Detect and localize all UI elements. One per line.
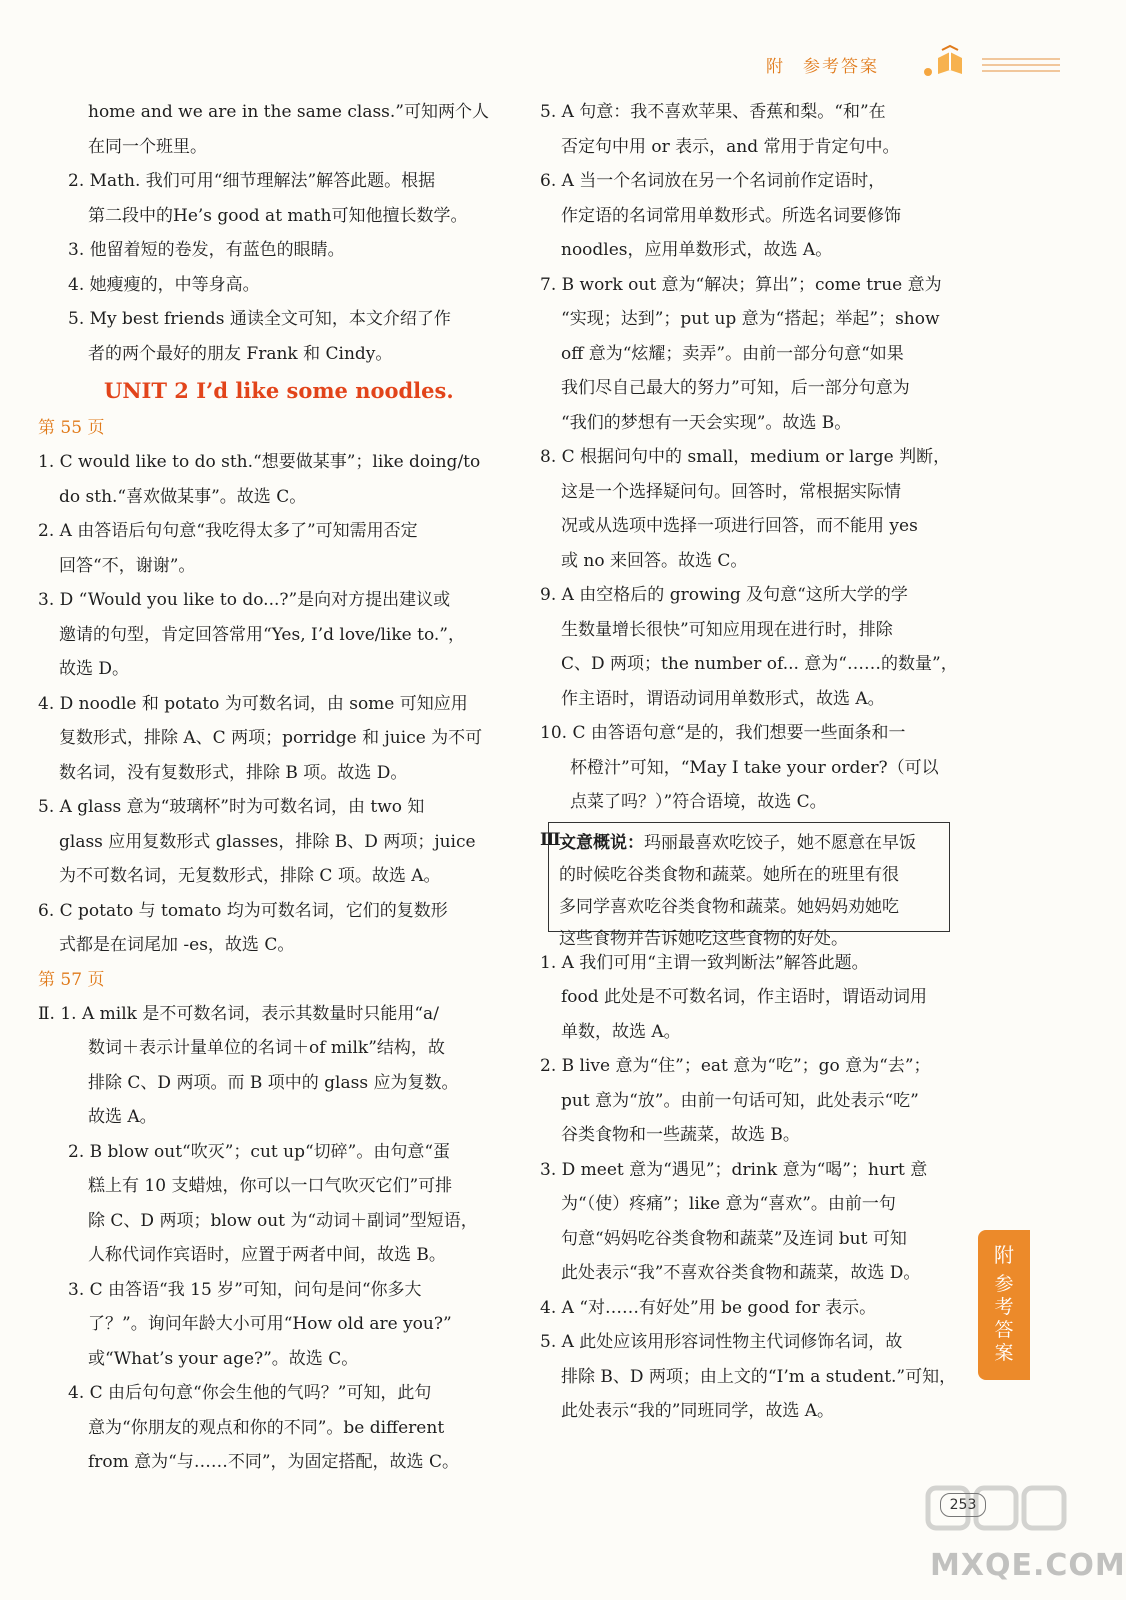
text-line: 了？”。询问年龄大小可用“How old are you?” — [88, 1314, 452, 1334]
summary-box — [548, 822, 950, 949]
summary-section — [540, 822, 965, 949]
section-numeral: Ⅲ. — [540, 829, 567, 850]
summary-text: 玛丽最喜欢吃饺子，她不愿意在早饭 — [644, 832, 916, 853]
text-line: “我们的梦想有一天会实现”。故选 B。 — [561, 412, 852, 433]
page-label-57: 第 57 页 — [38, 969, 105, 990]
text-line: 者的两个最好的朋友 Frank 和 Cindy。 — [88, 343, 393, 364]
text-line: 2. B live 意为“住”；eat 意为“吃”；go 意为“去”； — [540, 1056, 931, 1076]
text-line: 谷类食物和一些蔬菜，故选 B。 — [561, 1125, 800, 1145]
summary-line: 多同学喜欢吃谷类食物和蔬菜。她妈妈劝她吃 — [559, 896, 899, 917]
page55-lines-group — [38, 445, 498, 963]
text-line: 除 C、D 两项；blow out 为“动词＋副词”型短语， — [88, 1210, 478, 1231]
text-line: 8. C 根据问句中的 small，medium or large 判断， — [540, 447, 951, 467]
unit-title: UNIT 2 I’d like some noodles. — [104, 378, 454, 403]
text-line: 况或从选项中选择一项进行回答，而不能用 yes — [561, 516, 918, 536]
text-line: 故选 A。 — [88, 1107, 157, 1127]
text-line: 6. A 当一个名词放在另一个名词前作定语时， — [540, 171, 886, 191]
text-line: 我们尽自己最大的努力”可知，后一部分句意为 — [561, 378, 910, 398]
book-icon — [920, 46, 980, 80]
header-decoration — [982, 54, 1060, 74]
text-line: 4. 她瘦瘦的，中等身高。 — [68, 274, 260, 295]
text-line: 句意“妈妈吃谷类食物和蔬菜”及连词 but 可知 — [561, 1228, 907, 1249]
text-line: 5. A 句意：我不喜欢苹果、香蕉和梨。“和”在 — [540, 102, 886, 122]
text-line: 在同一个班里。 — [88, 136, 207, 157]
text-line: 复数形式，排除 A、C 两项；porridge 和 juice 为不可 — [59, 728, 483, 748]
text-line: 排除 C、D 两项。而 B 项中的 glass 应为复数。 — [88, 1072, 459, 1093]
text-line: 3. 他留着短的卷发，有蓝色的眼睛。 — [68, 240, 345, 260]
text-line: 点菜了吗？）”符合语境，故选 C。 — [570, 792, 827, 812]
text-line: 1. A 我们可用“主谓一致判断法”解答此题。 — [540, 952, 869, 973]
text-line: 杯橙汁”可知，“May I take your order?（可以 — [570, 757, 939, 778]
text-line: do sth.“喜欢做某事”。故选 C。 — [59, 486, 307, 507]
text-line: 或 no 来回答。故选 C。 — [561, 550, 748, 571]
text-line: 生数量增长很快”可知应用现在进行时，排除 — [561, 619, 893, 640]
text-line: food 此处是不可数名词，作主语时，谓语动词用 — [561, 987, 928, 1007]
text-line: off 意为“炫耀；卖弄”。由前一部分句意“如果 — [561, 343, 904, 364]
text-line: 3. D meet 意为“遇见”；drink 意为“喝”；hurt 意 — [540, 1159, 928, 1180]
text-line: 6. C potato 与 tomato 均为可数名词，它们的复数形 — [38, 900, 448, 921]
text-line: 数词＋表示计量单位的名词＋of milk”结构，故 — [88, 1038, 445, 1058]
text-line: 10. C 由答语句意“是的，我们想要一些面条和一 — [540, 723, 906, 743]
side-tab-char: 考 — [994, 1296, 1014, 1318]
header-title — [766, 52, 879, 77]
text-line: home and we are in the same class.”可知两个人 — [88, 102, 489, 122]
text-line: 这是一个选择疑问句。回答时，常根据实际情 — [561, 481, 901, 502]
side-tab-section: 附 — [994, 1243, 1014, 1267]
text-line: 5. A glass 意为“玻璃杯”时为可数名词，由 two 知 — [38, 797, 425, 817]
text-line: 回答“不，谢谢”。 — [59, 555, 196, 576]
text-line: 5. A 此处应该用形容词性物主代词修饰名词，故 — [540, 1332, 903, 1352]
text-line: 5. My best friends 通读全文可知，本文介绍了作 — [68, 309, 451, 329]
text-line: 人称代词作宾语时，应置于两者中间，故选 B。 — [88, 1245, 446, 1265]
text-line: 3. C 由答语“我 15 岁”可知，问句是问“你多大 — [68, 1279, 422, 1300]
watermark-text: MXQE.COM — [930, 1548, 1126, 1583]
text-line: 此处表示“我”不喜欢谷类食物和蔬菜，故选 D。 — [561, 1263, 921, 1283]
appendix-side-tab — [978, 1230, 1030, 1380]
text-line: 4. C 由后句句意“你会生他的气吗？”可知，此句 — [68, 1383, 432, 1403]
text-line: 第二段中的He’s good at math可知他擅长数学。 — [88, 205, 468, 226]
summary-line — [559, 827, 949, 859]
page-header — [760, 46, 1060, 86]
header-label: 参考答案 — [803, 57, 879, 77]
left-lines-group — [38, 95, 498, 371]
text-line: 排除 B、D 两项；由上文的“I’m a student.”可知， — [561, 1366, 957, 1387]
side-tab-char: 案 — [994, 1342, 1014, 1364]
text-line: 为不可数名词，无复数形式，排除 C 项。故选 A。 — [59, 866, 441, 886]
text-line: 3. D “Would you like to do...?”是向对方提出建议或 — [38, 590, 451, 610]
text-line: noodles，应用单数形式，故选 A。 — [561, 240, 833, 260]
side-tab-char: 答 — [994, 1319, 1014, 1341]
text-line: 故选 D。 — [59, 659, 130, 679]
text-line: 邀请的句型，肯定回答常用“Yes, I’d love/like to.”， — [59, 624, 465, 645]
text-line: 4. A “对……有好处”用 be good for 表示。 — [540, 1297, 877, 1318]
text-line: put 意为“放”。由前一句话可知，此处表示“吃” — [561, 1090, 919, 1111]
summary-line: 这些食物并告诉她吃这些食物的好处。 — [559, 928, 848, 949]
text-line: 数名词，没有复数形式，排除 B 项。故选 D。 — [59, 762, 408, 783]
text-line: 此处表示“我的”同班同学，故选 A。 — [561, 1401, 835, 1421]
right-lines-group — [540, 95, 965, 820]
text-line: Ⅱ. 1. A milk 是不可数名词，表示其数量时只能用“a/ — [38, 1003, 439, 1024]
text-line: 1. C would like to do sth.“想要做某事”；like doing/to — [38, 452, 481, 472]
page57-lines-group — [38, 997, 498, 1480]
text-line: C、D 两项；the number of... 意为“……的数量”， — [561, 654, 958, 674]
right-lines2-group — [540, 946, 965, 1429]
text-line: 作主语时，谓语动词用单数形式，故选 A。 — [561, 688, 885, 709]
text-line: 或“What’s your age?”。故选 C。 — [88, 1348, 359, 1369]
text-line: glass 应用复数形式 glasses，排除 B、D 两项；juice — [59, 831, 476, 852]
text-line: 式都是在词尾加 -es，故选 C。 — [59, 935, 295, 955]
summary-line: 的时候吃谷类食物和蔬菜。她所在的班里有很 — [559, 864, 899, 885]
text-line: “实现；达到”；put up 意为“搭起；举起”；show — [561, 309, 940, 329]
text-line: 糕上有 10 支蜡烛，你可以一口气吹灭它们”可排 — [88, 1176, 453, 1196]
text-line: 意为“你朋友的观点和你的不同”。be different — [88, 1417, 445, 1438]
page-label-55: 第 55 页 — [38, 418, 105, 438]
text-line: 9. A 由空格后的 growing 及句意“这所大学的学 — [540, 585, 908, 605]
side-tab-char: 参 — [994, 1273, 1014, 1295]
text-line: 单数，故选 A。 — [561, 1021, 681, 1042]
text-line: 作定语的名词常用单数形式。所选名词要修饰 — [561, 205, 901, 226]
text-line: 否定句中用 or 表示，and 常用于肯定句中。 — [561, 136, 900, 157]
text-line: 2. A 由答语后句句意“我吃得太多了”可知需用否定 — [38, 521, 418, 541]
left-column — [38, 95, 498, 1480]
text-line: 2. B blow out“吹灭”；cut up“切碎”。由句意“蛋 — [68, 1141, 451, 1162]
page-number: 253 — [940, 1493, 986, 1517]
text-line: 7. B work out 意为“解决；算出”；come true 意为 — [540, 274, 942, 295]
header-section: 附 — [766, 57, 785, 77]
right-column — [540, 95, 965, 1429]
text-line: from 意为“与……不同”，为固定搭配，故选 C。 — [88, 1452, 459, 1472]
text-line: 为“（使）疼痛”；like 意为“喜欢”。由前一句 — [561, 1194, 896, 1214]
summary-label: 文意概说： — [559, 832, 644, 853]
text-line: 4. D noodle 和 potato 为可数名词，由 some 可知应用 — [38, 693, 468, 714]
text-line: 2. Math. 我们可用“细节理解法”解答此题。根据 — [68, 171, 436, 191]
